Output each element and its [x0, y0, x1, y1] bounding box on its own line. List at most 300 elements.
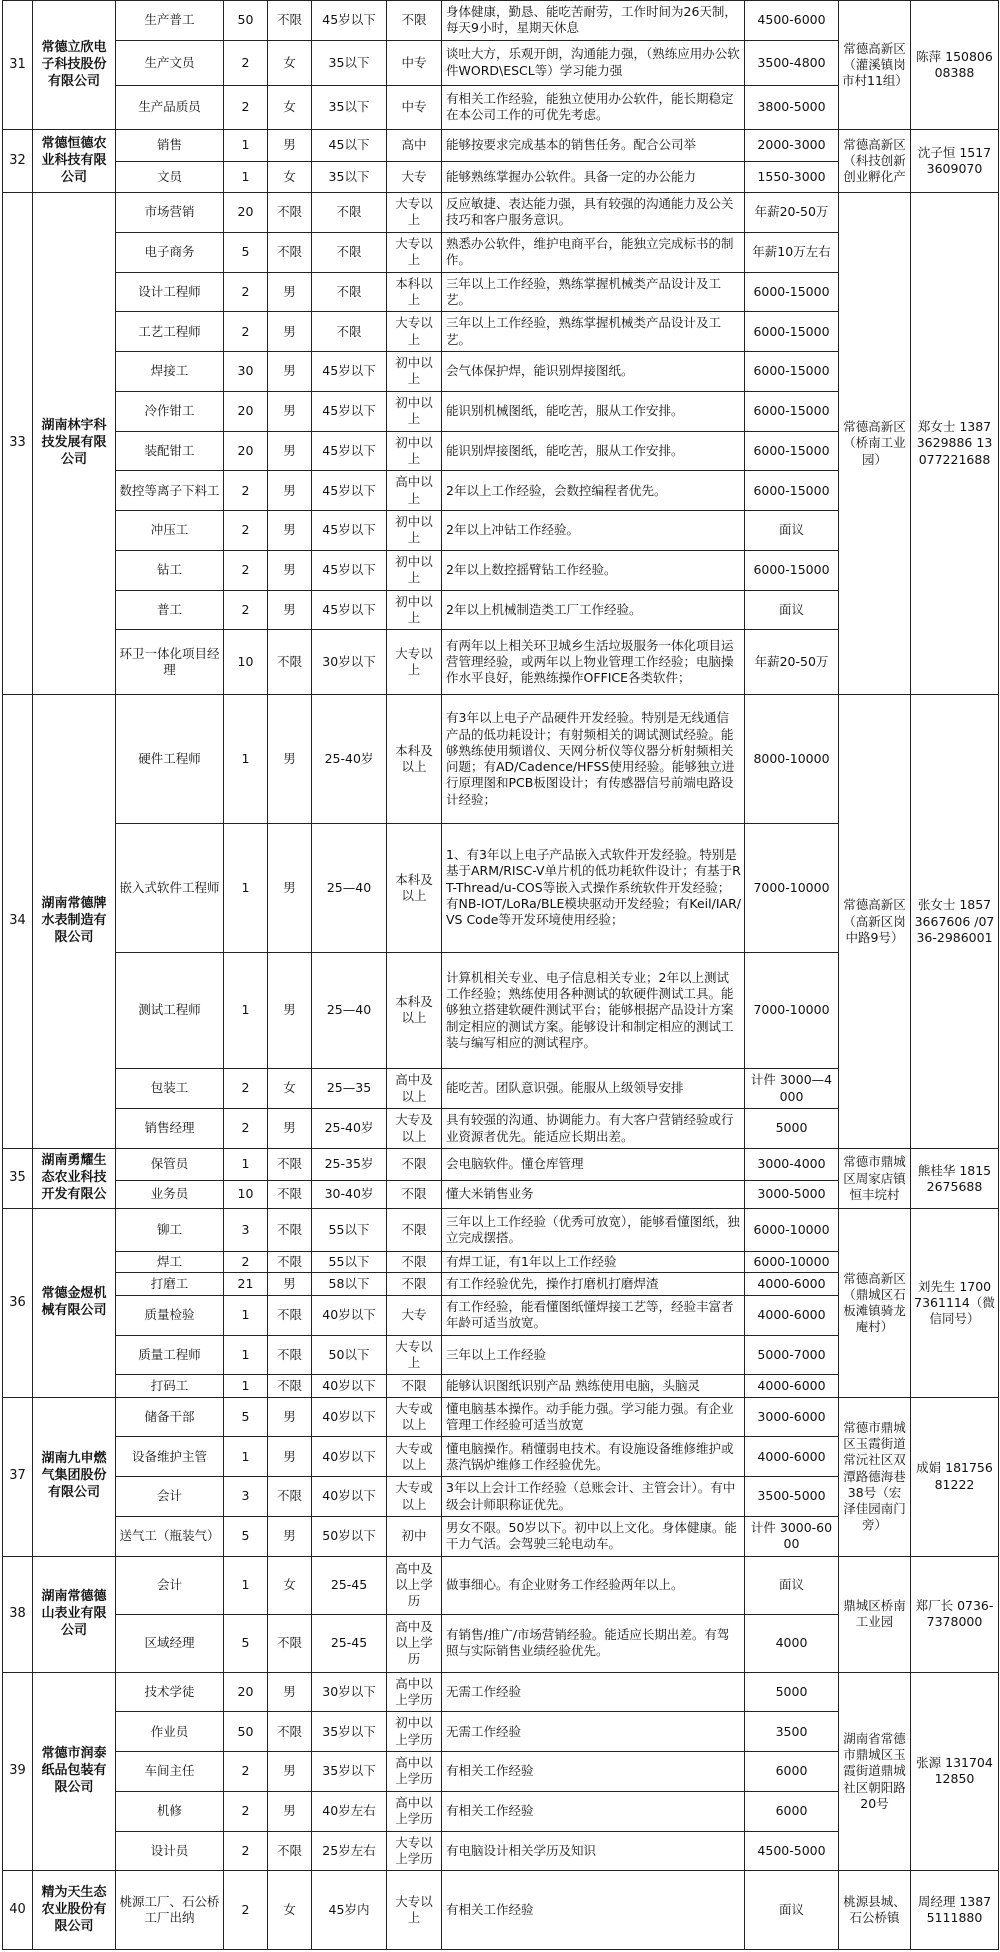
job-requirements: 2年以上数控摇臂钻工作经验。 — [442, 550, 745, 590]
job-headcount: 2 — [224, 1251, 268, 1273]
job-title: 嵌入式软件工程师 — [116, 823, 224, 952]
job-education: 大专以上学历 — [387, 1831, 442, 1871]
job-gender: 不限 — [268, 1149, 312, 1180]
job-headcount: 1 — [224, 1335, 268, 1375]
company-number: 38 — [3, 1556, 33, 1672]
job-gender: 男 — [268, 272, 312, 312]
job-age: 35岁以下 — [312, 1752, 387, 1792]
job-gender: 男 — [268, 823, 312, 952]
job-salary: 6000-10000 — [745, 1209, 839, 1252]
job-salary: 6000-15000 — [745, 550, 839, 590]
job-salary: 4000-6000 — [745, 1375, 839, 1397]
job-headcount: 20 — [224, 193, 268, 233]
job-education: 高中及以上 — [387, 1069, 442, 1109]
job-education: 大专或以上 — [387, 1437, 442, 1477]
job-salary: 6000-15000 — [745, 471, 839, 511]
job-title: 设计工程师 — [116, 272, 224, 312]
job-gender: 不限 — [268, 1180, 312, 1209]
job-requirements: 男女不限。50岁以下。初中以上文化。身体健康。能干力气活。会驾驶三轮电动车。 — [442, 1516, 745, 1556]
job-salary: 6000-15000 — [745, 272, 839, 312]
company-contact: 郑厂长 0736-7378000 — [911, 1556, 999, 1672]
job-education: 本科以上 — [387, 272, 442, 312]
company-number: 33 — [3, 193, 33, 695]
job-education: 不限 — [387, 1375, 442, 1397]
job-requirements: 有两年以上相关环卫城乡生活垃圾服务一体化项目运营管理经验，或两年以上物业管理工作经验；电脑操作水平良好，能熟练操作OFFICE各类软件； — [442, 630, 745, 695]
job-gender: 男 — [268, 352, 312, 392]
company-address: 鼎城区桥南工业园 — [839, 1556, 911, 1672]
job-requirements: 具有较强的沟通、协调能力。有大客户营销经验或行业资源者优先。能适应长期出差。 — [442, 1108, 745, 1148]
job-education: 大专以上 — [387, 193, 442, 233]
job-salary: 3500 — [745, 1712, 839, 1752]
job-title: 作业员 — [116, 1712, 224, 1752]
company-name: 常德恒德农业科技有限公司 — [33, 130, 116, 193]
job-title: 工艺工程师 — [116, 312, 224, 352]
job-headcount: 1 — [224, 161, 268, 192]
job-age: 25—40 — [312, 952, 387, 1068]
job-age: 40岁左右 — [312, 1791, 387, 1831]
job-gender: 女 — [268, 40, 312, 85]
job-education: 初中 — [387, 1516, 442, 1556]
table-row — [3, 193, 999, 233]
job-age: 40岁以下 — [312, 1295, 387, 1335]
job-gender: 不限 — [268, 1, 312, 41]
job-title: 车间主任 — [116, 1752, 224, 1792]
job-age: 40岁以下 — [312, 1375, 387, 1397]
job-headcount: 10 — [224, 1180, 268, 1209]
job-title: 会计 — [116, 1556, 224, 1614]
job-salary: 6000-15000 — [745, 352, 839, 392]
job-salary: 面议 — [745, 1556, 839, 1614]
job-gender: 不限 — [268, 1712, 312, 1752]
job-salary: 3000-4000 — [745, 1149, 839, 1180]
job-requirements: 反应敏捷、表达能力强，具有较强的沟通能力及公关技巧和客户服务意识。 — [442, 193, 745, 233]
company-number: 32 — [3, 130, 33, 193]
job-headcount: 1 — [224, 1295, 268, 1335]
job-salary: 面议 — [745, 511, 839, 551]
job-salary: 6000-15000 — [745, 312, 839, 352]
job-salary: 4000-6000 — [745, 1273, 839, 1295]
job-education: 大专以上 — [387, 1335, 442, 1375]
job-requirements: 2年以上工作经验，会数控编程者优先。 — [442, 471, 745, 511]
job-education: 初中以上 — [387, 391, 442, 431]
job-salary: 年薪20-50万 — [745, 193, 839, 233]
company-name: 湖南勇耀生态农业科技开发有限公 — [33, 1149, 116, 1209]
job-requirements: 懂电脑基本操作。动手能力强。学习能力强。有企业管理工作经验可适当放宽 — [442, 1397, 745, 1437]
job-gender: 不限 — [268, 1831, 312, 1871]
job-headcount: 1 — [224, 695, 268, 824]
job-title: 生产文员 — [116, 40, 224, 85]
job-gender: 女 — [268, 85, 312, 130]
job-age: 不限 — [312, 272, 387, 312]
job-requirements: 能吃苦。团队意识强。能服从上级领导安排 — [442, 1069, 745, 1109]
job-title: 冲压工 — [116, 511, 224, 551]
company-number: 36 — [3, 1209, 33, 1397]
job-headcount: 20 — [224, 431, 268, 471]
job-title: 文员 — [116, 161, 224, 192]
job-requirements: 熟悉办公软件，维护电商平台，能独立完成标书的制作。 — [442, 232, 745, 272]
job-title: 冷作钳工 — [116, 391, 224, 431]
job-salary: 3000-5000 — [745, 1180, 839, 1209]
job-headcount: 2 — [224, 1752, 268, 1792]
job-age: 40岁以下 — [312, 1437, 387, 1477]
job-headcount: 2 — [224, 1108, 268, 1148]
job-gender: 不限 — [268, 1251, 312, 1273]
job-headcount: 2 — [224, 590, 268, 630]
job-gender: 男 — [268, 1273, 312, 1295]
job-title: 设计员 — [116, 1831, 224, 1871]
job-requirements: 无需工作经验 — [442, 1712, 745, 1752]
job-education: 本科及以上 — [387, 695, 442, 824]
company-contact: 张女士 18573667606 /0736-2986001 — [911, 695, 999, 1149]
job-headcount: 1 — [224, 1437, 268, 1477]
job-headcount: 10 — [224, 630, 268, 695]
table-row — [3, 1871, 999, 1950]
job-education: 高中 — [387, 130, 442, 161]
table-row — [3, 1149, 999, 1180]
job-headcount: 1 — [224, 823, 268, 952]
job-headcount: 5 — [224, 1397, 268, 1437]
job-headcount: 2 — [224, 272, 268, 312]
job-education: 中专 — [387, 40, 442, 85]
table-row — [3, 1556, 999, 1614]
job-education: 初中以上学历 — [387, 1712, 442, 1752]
job-age: 30岁以下 — [312, 630, 387, 695]
table-row — [3, 130, 999, 161]
job-education: 高中及以上学历 — [387, 1614, 442, 1672]
company-address: 常德高新区（高新区岗中路9号） — [839, 695, 911, 1149]
job-headcount: 5 — [224, 232, 268, 272]
job-salary: 1550-3000 — [745, 161, 839, 192]
job-education: 不限 — [387, 1273, 442, 1295]
job-gender: 男 — [268, 471, 312, 511]
job-requirements: 三年以上工作经验（优秀可放宽），能够看懂图纸，独立完成摆搭。 — [442, 1209, 745, 1252]
job-gender: 女 — [268, 1871, 312, 1950]
company-address: 常德高新区（鼎城区石板滩镇骑龙庵村） — [839, 1209, 911, 1397]
job-title: 数控等离子下料工 — [116, 471, 224, 511]
job-headcount: 5 — [224, 1614, 268, 1672]
job-requirements: 有工作经验优先，操作打磨机打磨焊渣 — [442, 1273, 745, 1295]
job-education: 大专 — [387, 1295, 442, 1335]
job-education: 初中以上 — [387, 590, 442, 630]
job-education: 中专 — [387, 85, 442, 130]
job-age: 45岁以下 — [312, 471, 387, 511]
job-headcount: 2 — [224, 1871, 268, 1950]
job-headcount: 3 — [224, 1477, 268, 1517]
job-education: 初中以上 — [387, 550, 442, 590]
job-title: 电子商务 — [116, 232, 224, 272]
job-gender: 男 — [268, 1791, 312, 1831]
job-gender: 不限 — [268, 1335, 312, 1375]
company-contact: 成娟 18175681222 — [911, 1397, 999, 1556]
job-title: 区域经理 — [116, 1614, 224, 1672]
job-title: 储备干部 — [116, 1397, 224, 1437]
job-headcount: 3 — [224, 1209, 268, 1252]
job-age: 50以下 — [312, 1335, 387, 1375]
job-education: 大专或以上 — [387, 1397, 442, 1437]
job-age: 25—40 — [312, 823, 387, 952]
job-education: 不限 — [387, 1149, 442, 1180]
job-headcount: 1 — [224, 1556, 268, 1614]
company-name: 常德立欣电子科技股份有限公司 — [33, 1, 116, 130]
job-gender: 男 — [268, 1752, 312, 1792]
job-education: 初中以上 — [387, 431, 442, 471]
job-title: 销售经理 — [116, 1108, 224, 1148]
job-education: 大专或以上 — [387, 1477, 442, 1517]
job-requirements: 能够熟练掌握办公软件。具备一定的办公能力 — [442, 161, 745, 192]
job-salary: 6000-10000 — [745, 1251, 839, 1273]
job-age: 25-45 — [312, 1614, 387, 1672]
job-requirements: 懂大米销售业务 — [442, 1180, 745, 1209]
company-name: 常德市润泰纸品包装有限公司 — [33, 1672, 116, 1871]
job-title: 设备维护主管 — [116, 1437, 224, 1477]
job-headcount: 21 — [224, 1273, 268, 1295]
job-age: 55以下 — [312, 1209, 387, 1252]
company-contact: 张源 13170412850 — [911, 1672, 999, 1871]
job-age: 25-40岁 — [312, 1108, 387, 1148]
job-gender: 男 — [268, 550, 312, 590]
job-requirements: 三年以上工作经验 — [442, 1335, 745, 1375]
job-title: 技术学徒 — [116, 1672, 224, 1712]
company-contact: 周经理 13875111880 — [911, 1871, 999, 1950]
job-requirements: 三年以上工作经验，熟练掌握机械类产品设计及工艺。 — [442, 272, 745, 312]
job-salary: 面议 — [745, 590, 839, 630]
company-contact: 郑女士 13873629886 13077221688 — [911, 193, 999, 695]
job-salary: 5000 — [745, 1672, 839, 1712]
job-requirements: 做事细心。有企业财务工作经验两年以上。 — [442, 1556, 745, 1614]
job-age: 35岁以下 — [312, 1712, 387, 1752]
job-gender: 不限 — [268, 630, 312, 695]
job-requirements: 3年以上会计工作经验（总账会计、主管会计）。有中级会计师职称证优先。 — [442, 1477, 745, 1517]
table-row — [3, 1397, 999, 1437]
job-age: 35以下 — [312, 85, 387, 130]
job-age: 25—35 — [312, 1069, 387, 1109]
job-gender: 男 — [268, 130, 312, 161]
job-gender: 不限 — [268, 1209, 312, 1252]
job-title: 桃源工厂、石公桥工厂出纳 — [116, 1871, 224, 1950]
job-headcount: 30 — [224, 352, 268, 392]
job-requirements: 有相关工作经验 — [442, 1871, 745, 1950]
job-requirements: 会气体保护焊，能识别焊接图纸。 — [442, 352, 745, 392]
job-gender: 男 — [268, 695, 312, 824]
job-title: 送气工（瓶装气） — [116, 1516, 224, 1556]
job-education: 本科及以上 — [387, 823, 442, 952]
company-number: 31 — [3, 1, 33, 130]
job-age: 25-35岁 — [312, 1149, 387, 1180]
job-title: 生产品质员 — [116, 85, 224, 130]
job-gender: 男 — [268, 590, 312, 630]
job-title: 硬件工程师 — [116, 695, 224, 824]
job-title: 保管员 — [116, 1149, 224, 1180]
job-age: 25-40岁 — [312, 695, 387, 824]
job-education: 不限 — [387, 1251, 442, 1273]
job-age: 30岁以下 — [312, 1672, 387, 1712]
job-requirements: 有电脑设计相关学历及知识 — [442, 1831, 745, 1871]
job-requirements: 2年以上机械制造类工厂工作经验。 — [442, 590, 745, 630]
company-address: 常德高新区（科技创新创业孵化产 — [839, 130, 911, 193]
job-title: 装配钳工 — [116, 431, 224, 471]
job-salary: 7000-10000 — [745, 952, 839, 1068]
job-education: 大专及以上 — [387, 1108, 442, 1148]
job-title: 普工 — [116, 590, 224, 630]
job-gender: 男 — [268, 312, 312, 352]
company-address: 湖南省常德市鼎城区玉霞街道鼎城社区朝阳路20号 — [839, 1672, 911, 1871]
job-title: 铆工 — [116, 1209, 224, 1252]
job-title: 质量检验 — [116, 1295, 224, 1335]
job-salary: 2000-3000 — [745, 130, 839, 161]
company-address: 常德高新区（桥南工业园） — [839, 193, 911, 695]
job-requirements: 懂电脑操作。稍懂弱电技术。有设施设备维修维护或蒸汽锅炉维修工作经验优先。 — [442, 1437, 745, 1477]
job-title: 环卫一体化项目经理 — [116, 630, 224, 695]
job-title: 焊工 — [116, 1251, 224, 1273]
job-title: 包装工 — [116, 1069, 224, 1109]
job-age: 35以下 — [312, 161, 387, 192]
job-salary: 6000-15000 — [745, 431, 839, 471]
company-contact: 熊桂华 18152675688 — [911, 1149, 999, 1209]
job-title: 测试工程师 — [116, 952, 224, 1068]
job-gender: 不限 — [268, 193, 312, 233]
table-row — [3, 1672, 999, 1712]
company-number: 35 — [3, 1149, 33, 1209]
job-education: 高中以上学历 — [387, 1791, 442, 1831]
job-headcount: 5 — [224, 1516, 268, 1556]
job-gender: 不限 — [268, 1477, 312, 1517]
job-salary: 年薪20-50万 — [745, 630, 839, 695]
table-row — [3, 1209, 999, 1252]
job-gender: 不限 — [268, 1295, 312, 1335]
job-age: 30-40岁 — [312, 1180, 387, 1209]
job-headcount: 2 — [224, 550, 268, 590]
job-requirements: 谈吐大方，乐观开朗，沟通能力强，（熟练应用办公软件WORD\ESCL等）学习能力强 — [442, 40, 745, 85]
company-name: 湖南林宇科技发展有限公司 — [33, 193, 116, 695]
job-requirements: 有销售/推广/市场营销经验。能适应长期出差。有驾照与实际销售业绩经验优先。 — [442, 1614, 745, 1672]
job-age: 35以下 — [312, 40, 387, 85]
job-salary: 6000 — [745, 1791, 839, 1831]
job-gender: 男 — [268, 431, 312, 471]
job-requirements: 三年以上工作经验，熟练掌握机械类产品设计及工艺。 — [442, 312, 745, 352]
job-salary: 4500-5000 — [745, 1831, 839, 1871]
job-requirements: 无需工作经验 — [442, 1672, 745, 1712]
job-headcount: 2 — [224, 511, 268, 551]
company-address: 桃源县城、石公桥镇 — [839, 1871, 911, 1950]
job-requirements: 有3年以上电子产品硬件开发经验。特别是无线通信产品的低功耗设计；有射频相关的调试测试经验。能够熟练使用频谱仪、天网分析仪等仪器分析射频相关问题；有AD/Cadence/HFSS使用经验。能够独立进行原理图和PCB板图设计；有传感器信号前端电路设计经验； — [442, 695, 745, 824]
job-education: 初中以上 — [387, 352, 442, 392]
job-age: 45岁以下 — [312, 352, 387, 392]
job-education: 不限 — [387, 1209, 442, 1252]
job-requirements: 能识别机械图纸，能吃苦，服从工作安排。 — [442, 391, 745, 431]
job-education: 大专 — [387, 161, 442, 192]
job-gender: 男 — [268, 1397, 312, 1437]
job-gender: 男 — [268, 1516, 312, 1556]
job-salary: 7000-10000 — [745, 823, 839, 952]
job-education: 大专以上 — [387, 312, 442, 352]
job-salary: 4000 — [745, 1614, 839, 1672]
job-requirements: 有相关工作经验，能独立使用办公软件，能长期稳定在本公司工作的可优先考虑。 — [442, 85, 745, 130]
job-age: 45岁以下 — [312, 391, 387, 431]
job-requirements: 能识别焊接图纸，能吃苦，服从工作安排。 — [442, 431, 745, 471]
job-age: 45以下 — [312, 130, 387, 161]
company-name: 精为天生态农业股份有限公司 — [33, 1871, 116, 1950]
job-headcount: 1 — [224, 1149, 268, 1180]
company-name: 湖南常德德山表业有限公司 — [33, 1556, 116, 1672]
job-headcount: 1 — [224, 130, 268, 161]
job-headcount: 2 — [224, 85, 268, 130]
job-education: 高中及以上学历 — [387, 1556, 442, 1614]
job-requirements: 计算机相关专业、电子信息相关专业；2年以上测试工作经验；熟练使用各种测试的软硬件测试工具。能够独立搭建软硬件测试平台；能够根据产品设计方案制定相应的测试方案。能够设计和制定相应的测试工装与编写相应的测试程序。 — [442, 952, 745, 1068]
company-contact: 陈萍 15080608388 — [911, 1, 999, 130]
job-gender: 男 — [268, 391, 312, 431]
job-requirements: 有焊工证，有1年以上工作经验 — [442, 1251, 745, 1273]
job-headcount: 2 — [224, 1791, 268, 1831]
job-age: 不限 — [312, 193, 387, 233]
company-name: 湖南常德牌水表制造有限公司 — [33, 695, 116, 1149]
job-education: 高中以上学历 — [387, 1672, 442, 1712]
job-requirements: 身体健康，勤恳、能吃苦耐劳，工作时间为26天制，每天9小时，星期天休息 — [442, 1, 745, 41]
job-salary: 3000-6000 — [745, 1397, 839, 1437]
job-requirements: 能够认识图纸识别产品 熟练使用电脑，头脑灵 — [442, 1375, 745, 1397]
company-number: 37 — [3, 1397, 33, 1556]
job-title: 销售 — [116, 130, 224, 161]
job-salary: 6000-15000 — [745, 391, 839, 431]
job-requirements: 1、有3年以上电子产品嵌入式软件开发经验。特别是基于ARM/RISC-V单片机的低功耗软件设计；有基于RT-Thread/u-COS等嵌入式操作系统软件开发经验；有NB-IOT/LoRa/BLE模块驱动开发经验；有Keil/IAR/VS Code等开发环境使用经验； — [442, 823, 745, 952]
job-education: 不限 — [387, 1180, 442, 1209]
job-education: 初中以上 — [387, 511, 442, 551]
job-gender: 男 — [268, 1108, 312, 1148]
job-salary: 3500-5000 — [745, 1477, 839, 1517]
job-requirements: 2年以上冲钻工作经验。 — [442, 511, 745, 551]
job-salary: 4500-6000 — [745, 1, 839, 41]
job-requirements: 有相关工作经验 — [442, 1752, 745, 1792]
job-headcount: 2 — [224, 1831, 268, 1871]
job-salary: 5000 — [745, 1108, 839, 1148]
table-row — [3, 1, 999, 41]
job-age: 25-45 — [312, 1556, 387, 1614]
job-headcount: 2 — [224, 471, 268, 511]
company-number: 34 — [3, 695, 33, 1149]
company-contact: 沈子恒 15173609070 — [911, 130, 999, 193]
job-title: 市场营销 — [116, 193, 224, 233]
job-salary: 5000-7000 — [745, 1335, 839, 1375]
company-address: 常德市鼎城区玉霞街道常沅社区双潭路德海巷38号（宏泽佳园南门旁） — [839, 1397, 911, 1556]
job-salary: 3800-5000 — [745, 85, 839, 130]
job-age: 40岁以下 — [312, 1397, 387, 1437]
job-headcount: 2 — [224, 1069, 268, 1109]
job-education: 高中以上 — [387, 471, 442, 511]
job-education: 大专以上 — [387, 232, 442, 272]
job-age: 45岁以下 — [312, 1, 387, 41]
job-education: 高中以上学历 — [387, 1752, 442, 1792]
job-age: 45岁以下 — [312, 511, 387, 551]
job-age: 45岁以下 — [312, 550, 387, 590]
job-education: 不限 — [387, 1, 442, 41]
job-age: 45岁以下 — [312, 431, 387, 471]
job-headcount: 20 — [224, 391, 268, 431]
job-age: 不限 — [312, 232, 387, 272]
job-title: 机修 — [116, 1791, 224, 1831]
job-requirements: 有相关工作经验 — [442, 1791, 745, 1831]
job-headcount: 20 — [224, 1672, 268, 1712]
job-requirements: 能够按要求完成基本的销售任务。配合公司举 — [442, 130, 745, 161]
job-salary: 计件 3000—4000 — [745, 1069, 839, 1109]
company-name: 常德金煜机械有限公司 — [33, 1209, 116, 1397]
job-gender: 女 — [268, 1069, 312, 1109]
job-age: 不限 — [312, 312, 387, 352]
job-headcount: 50 — [224, 1, 268, 41]
job-gender: 女 — [268, 1556, 312, 1614]
job-salary: 年薪10万左右 — [745, 232, 839, 272]
job-headcount: 2 — [224, 312, 268, 352]
job-salary: 4000-6000 — [745, 1295, 839, 1335]
job-title: 焊接工 — [116, 352, 224, 392]
